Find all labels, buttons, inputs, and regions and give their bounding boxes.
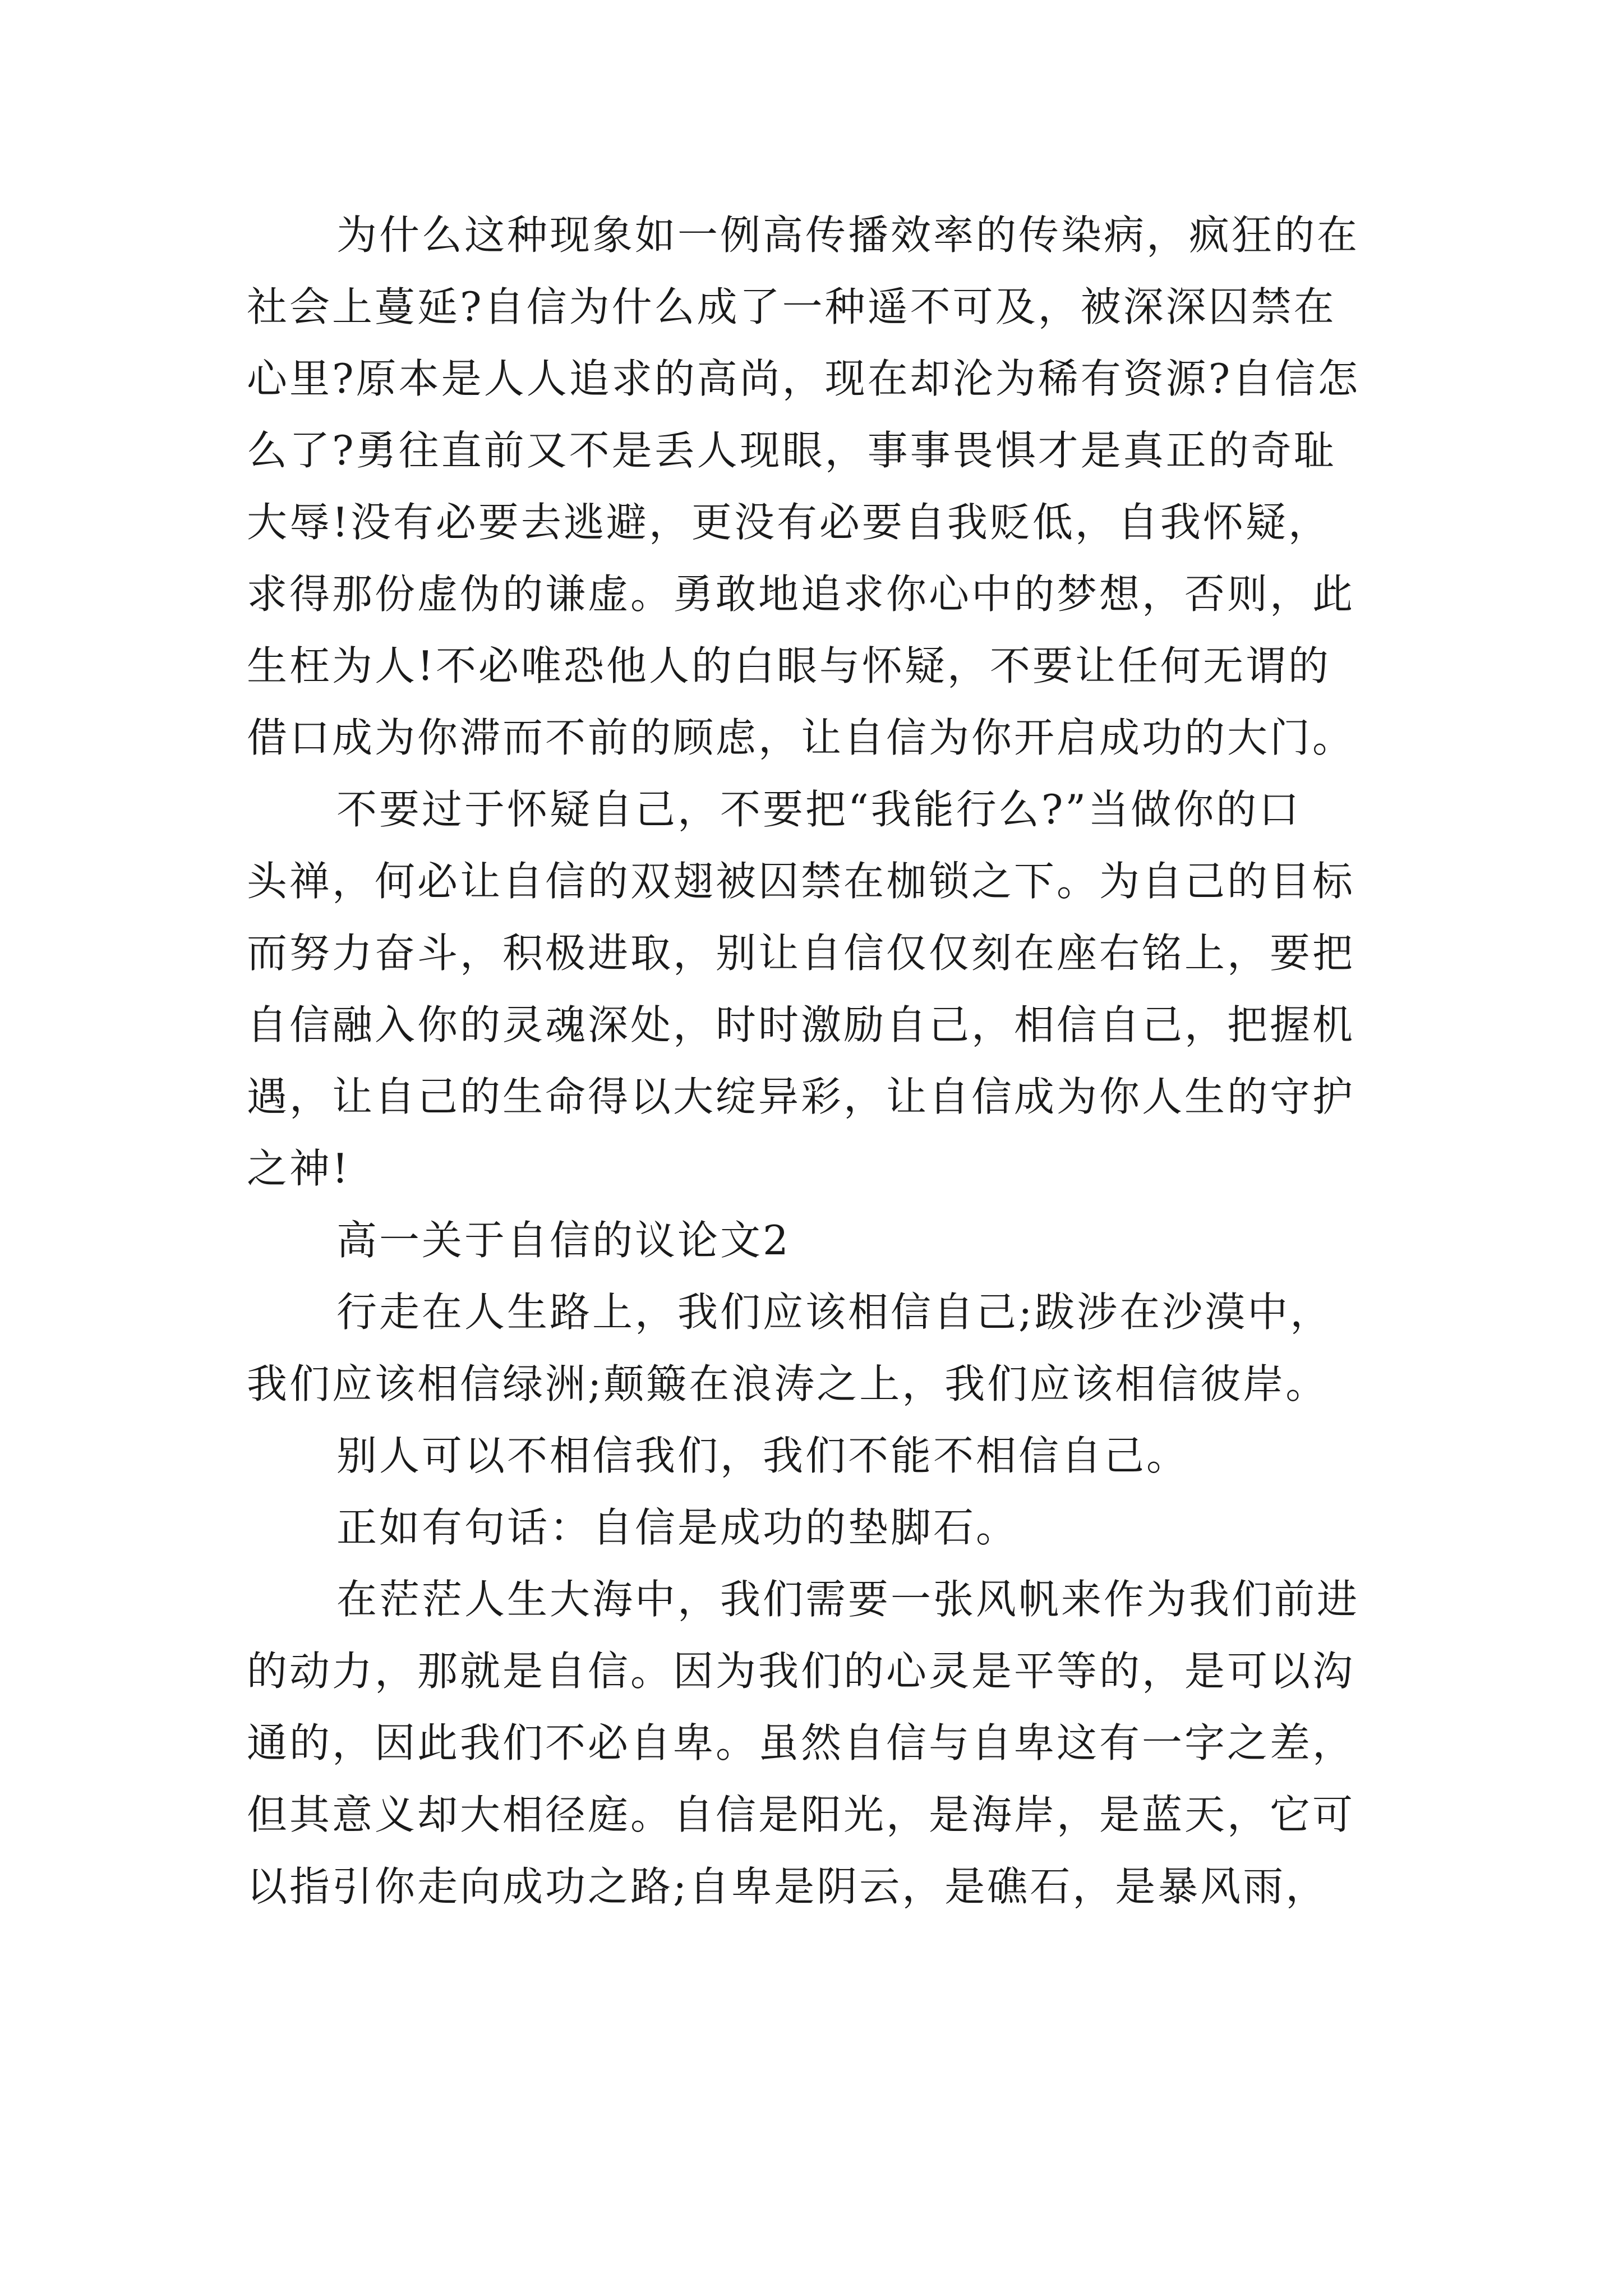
paragraph-line: 的动力，那就是自信。因为我们的心灵是平等的，是可以沟 xyxy=(247,1648,1355,1695)
paragraph-line: 求得那份虚伪的谦虚。勇敢地追求你心中的梦想，否则，此 xyxy=(247,570,1355,618)
paragraph-line: 自信融入你的灵魂深处，时时激励自己，相信自己，把握机 xyxy=(247,1001,1355,1048)
paragraph-line: 我们应该相信绿洲;颠簸在浪涛之上，我们应该相信彼岸。 xyxy=(247,1360,1329,1407)
paragraph-line: 之神! xyxy=(247,1145,351,1192)
paragraph-line: 社会上蔓延?自信为什么成了一种遥不可及，被深深囚禁在 xyxy=(247,283,1336,330)
paragraph-line: 而努力奋斗，积极进取，别让自信仅仅刻在座右铭上，要把 xyxy=(247,930,1355,977)
paragraph-line: 不要过于怀疑自己，不要把“我能行么?”当做你的口 xyxy=(336,786,1302,833)
section-heading: 高一关于自信的议论文2 xyxy=(336,1217,791,1264)
paragraph-line: 么了?勇往直前又不是丢人现眼，事事畏惧才是真正的奇耻 xyxy=(247,427,1336,474)
paragraph-line: 借口成为你滞而不前的顾虑，让自信为你开启成功的大门。 xyxy=(247,714,1355,761)
paragraph-line: 别人可以不相信我们，我们不能不相信自己。 xyxy=(336,1432,1189,1479)
paragraph-line: 通的，因此我们不必自卑。虽然自信与自卑这有一字之差， xyxy=(247,1719,1355,1766)
paragraph-line: 行走在人生路上，我们应该相信自己;跋涉在沙漠中， xyxy=(336,1289,1333,1336)
paragraph-line: 在茫茫人生大海中，我们需要一张风帆来作为我们前进 xyxy=(336,1576,1360,1623)
paragraph-line: 大辱!没有必要去逃避，更没有必要自我贬低，自我怀疑， xyxy=(247,499,1331,546)
paragraph-line: 为什么这种现象如一例高传播效率的传染病，疯狂的在 xyxy=(336,211,1360,259)
paragraph-line: 但其意义却大相径庭。自信是阳光，是海岸，是蓝天，它可 xyxy=(247,1791,1355,1838)
document-body xyxy=(247,210,1413,1934)
paragraph-line: 遇，让自己的生命得以大绽异彩，让自信成为你人生的守护 xyxy=(247,1073,1355,1120)
paragraph-line: 心里?原本是人人追求的高尚，现在却沦为稀有资源?自信怎 xyxy=(247,355,1361,402)
paragraph-line: 生枉为人!不必唯恐他人的白眼与怀疑，不要让任何无谓的 xyxy=(247,642,1331,689)
paragraph-line: 头禅，何必让自信的双翅被囚禁在枷锁之下。为自己的目标 xyxy=(247,858,1355,905)
paragraph-line: 以指引你走向成功之路;自卑是阴云，是礁石，是暴风雨， xyxy=(247,1863,1329,1910)
paragraph-line: 正如有句话：自信是成功的垫脚石。 xyxy=(336,1504,1019,1551)
